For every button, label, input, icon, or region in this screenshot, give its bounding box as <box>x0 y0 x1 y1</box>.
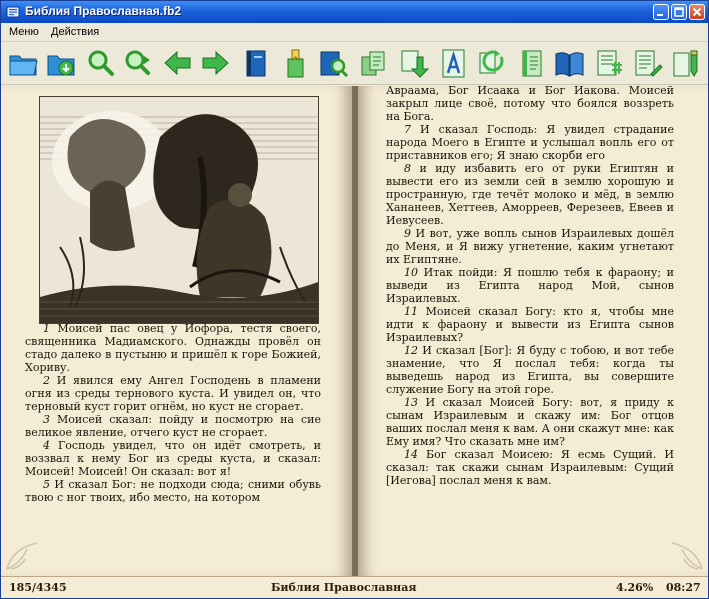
book-icon <box>239 47 272 80</box>
arrow-left-icon <box>161 47 194 80</box>
verse <box>386 123 674 162</box>
verse-text: Итак пойди: Я пошлю тебя к фараону; и выведи из Египта народ Мой, сынов Израилевых. <box>386 266 675 305</box>
toolbar-button-search-next[interactable] <box>122 47 155 80</box>
status-book-title: Библия Православная <box>271 581 417 594</box>
close-icon <box>690 5 704 19</box>
verse <box>386 396 674 448</box>
verse <box>25 374 321 413</box>
window-title: Библия Православная.fb2 <box>25 4 182 18</box>
verse-text: Моисей сказал Богу: кто я, чтобы мне идти к фараону и вывести из Египта сынов Израилевых? <box>386 305 674 344</box>
toolbar-button-open-book[interactable] <box>553 47 586 80</box>
bookmark-add-icon <box>279 47 312 80</box>
verse <box>25 478 321 504</box>
open-folder-icon <box>7 47 40 80</box>
verse-number: 1 <box>43 322 50 335</box>
verse-text: Моисей пас овец у Иофора, тестя своего, священника Мадиамского. Однажды провёл он стадо далеко в пустыню и пришёл к горе Божией, Хориву. <box>25 322 321 374</box>
verse-text: И сказал Господь: Я увидел страдание народа Моего в Египте и услышал вопль его от приставников его; Я знаю скорби его <box>386 123 674 162</box>
toolbar-button-refresh[interactable] <box>475 47 508 80</box>
verse-number: 14 <box>404 448 418 461</box>
verse-number: 11 <box>404 305 418 318</box>
right-page-text <box>386 86 674 487</box>
toolbar-button-back[interactable] <box>161 47 194 80</box>
book-search-icon <box>317 47 350 80</box>
book-view <box>1 86 708 576</box>
verse-number: 8 <box>404 162 411 175</box>
verse-number: 13 <box>404 396 418 409</box>
verse-text: И сказал [Бог]: Я буду с тобою, и вот тебе знамение, что Я послал тебя: когда ты выведешь народ из Египта, вы совершите служение Богу на этой горе. <box>386 344 674 396</box>
toolbar-button-search[interactable] <box>84 47 117 80</box>
verse <box>386 162 674 227</box>
verse-text: Моисей сказал: пойду и посмотрю на сие великое явление, отчего куст не сгорает. <box>25 413 322 439</box>
right-page[interactable] <box>358 86 708 576</box>
toolbar-button-document[interactable] <box>515 47 548 80</box>
verse <box>386 266 674 305</box>
verse-number: 12 <box>404 344 418 357</box>
verse-text: и иду избавить его от руки Египтян и вывести его из земли сей в землю хорошую и пространную, где течёт молоко и мёд, в землю Хананеев, Хеттеев, Аморреев, Ферезеев, Евеев и Иевусеев. <box>386 162 675 227</box>
verse-text: И явился ему Ангел Господень в пламени огня из среды тернового куста. И увидел он, что терновый куст горит огнём, но куст не сгорает. <box>25 374 321 413</box>
verse <box>386 448 674 487</box>
left-page[interactable] <box>1 86 352 576</box>
verse <box>386 344 674 396</box>
toolbar-button-grid[interactable] <box>593 47 626 80</box>
illustration-burning-bush <box>39 96 319 324</box>
progress-percent: 4.26% <box>616 581 654 594</box>
verse <box>25 322 321 374</box>
verse-number: 9 <box>404 227 411 240</box>
toolbar-button-edit[interactable] <box>669 47 702 80</box>
maximize-icon <box>672 5 686 19</box>
toolbar-button-open[interactable] <box>7 47 40 80</box>
verse-number: 5 <box>43 478 50 491</box>
verse-text: И сказал Бог: не подходи сюда; сними обувь твою с ног твоих, ибо место, на котором <box>25 478 321 504</box>
engraving-image <box>40 97 318 323</box>
verse-text: Бог сказал Моисею: Я есмь Сущий. И сказал: так скажи сынам Израилевым: Сущий [Иегова] послал меня к вам. <box>386 448 674 487</box>
left-page-text <box>25 322 321 504</box>
verse <box>386 227 674 266</box>
menu-bar <box>1 23 708 42</box>
verse-text: И вот, уже вопль сынов Израилевых дошёл до Меня, и Я вижу угнетение, каким угнетают их Египтяне. <box>386 227 674 266</box>
toolbar <box>1 43 708 85</box>
verse <box>25 413 321 439</box>
corner-ornament-icon <box>670 541 704 571</box>
toolbar-button-notes[interactable] <box>631 47 664 80</box>
menu-item-actions[interactable]: Действия <box>51 26 100 38</box>
verse <box>386 305 674 344</box>
verse <box>25 439 321 478</box>
toolbar-button-save[interactable] <box>45 47 78 80</box>
save-folder-icon <box>45 47 78 80</box>
minimize-button[interactable] <box>653 4 669 20</box>
pages-icon <box>357 47 390 80</box>
close-button[interactable] <box>689 4 705 20</box>
clock: 08:27 <box>666 581 701 594</box>
arrow-right-icon <box>199 47 232 80</box>
maximize-button[interactable] <box>671 4 687 20</box>
toolbar-button-pages[interactable] <box>357 47 390 80</box>
pencil-icon <box>669 47 702 80</box>
verse-text: И сказал Моисей Богу: вот, я приду к сынам Израилевым и скажу им: Бог отцов ваших послал меня к вам. А они скажут мне: как Ему имя? Что сказать мне им? <box>386 396 674 448</box>
minimize-icon <box>654 5 668 19</box>
toolbar-button-book[interactable] <box>239 47 272 80</box>
verse-number: 2 <box>43 374 50 387</box>
toolbar-button-book-search[interactable] <box>317 47 350 80</box>
open-book-icon <box>553 47 586 80</box>
corner-ornament-icon <box>5 541 39 571</box>
font-icon <box>437 47 470 80</box>
verse-number: 3 <box>43 413 50 426</box>
notes-icon <box>631 47 664 80</box>
search-icon <box>84 47 117 80</box>
app-icon <box>6 5 20 19</box>
search-next-icon <box>122 47 155 80</box>
download-icon <box>397 47 430 80</box>
grid-icon <box>593 47 626 80</box>
toolbar-button-bookmark[interactable] <box>279 47 312 80</box>
document-icon <box>515 47 548 80</box>
toolbar-button-forward[interactable] <box>199 47 232 80</box>
verse-continuation: Авраама, Бог Исаака и Бог Иакова. Моисей закрыл лице своё, потому что боялся воззреть на Бога. <box>386 86 674 123</box>
page-position: 185/4345 <box>9 581 67 594</box>
toolbar-button-font[interactable] <box>437 47 470 80</box>
title-bar[interactable] <box>1 1 708 23</box>
toolbar-button-download[interactable] <box>397 47 430 80</box>
menu-item-menu[interactable]: Меню <box>9 26 39 38</box>
verse-text: Господь увидел, что он идёт смотреть, и воззвал к нему Бог из среды куста, и сказал: Моисей! Моисей! Он сказал: вот я! <box>25 439 321 478</box>
verse-number: 7 <box>404 123 411 136</box>
refresh-icon <box>475 47 508 80</box>
status-bar <box>1 576 708 598</box>
verse-number: 4 <box>43 439 50 452</box>
verse-number: 10 <box>404 266 418 279</box>
